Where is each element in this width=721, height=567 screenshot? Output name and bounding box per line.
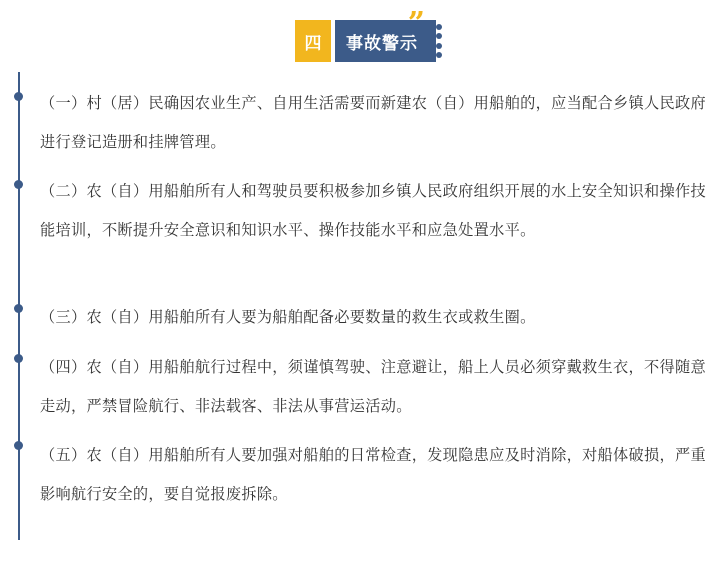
notice-item-2: （二）农（自）用船舶所有人和驾驶员要积极参加乡镇人民政府组织开展的水上安全知识和操作技能培训，不断提升安全意识和知识水平、操作技能水平和应急处置水平。 — [40, 182, 706, 239]
section-number-badge: 四 — [295, 20, 331, 62]
timeline-marker-1 — [14, 92, 23, 101]
timeline-marker-3 — [14, 304, 23, 313]
notice-item-4: （四）农（自）用船舶航行过程中，须谨慎驾驶、注意避让，船上人员必须穿戴救生衣，不得随意走动，严禁冒险航行、非法载客、非法从事营运活动。 — [40, 358, 706, 415]
notice-item-5: （五）农（自）用船舶所有人要加强对船舶的日常检查，发现隐患应及时消除，对船体破损，严重影响航行安全的，要自觉报废拆除。 — [40, 446, 706, 503]
timeline-marker-5 — [14, 441, 23, 450]
timeline-marker-2 — [14, 180, 23, 189]
section-title: 事故警示 — [346, 33, 418, 54]
section-title-badge — [335, 6, 436, 62]
notice-item-1: （一）村（居）民确因农业生产、自用生活需要而新建农（自）用船舶的，应当配合乡镇人民政府进行登记造册和挂牌管理。 — [40, 94, 706, 151]
dotted-edge-decoration — [436, 24, 442, 58]
notice-item-3: （三）农（自）用船舶所有人要为船舶配备必要数量的救生衣或救生圈。 — [40, 308, 536, 326]
quote-mark-icon: ” — [407, 6, 426, 41]
section-header — [295, 6, 436, 62]
timeline-marker-4 — [14, 354, 23, 363]
